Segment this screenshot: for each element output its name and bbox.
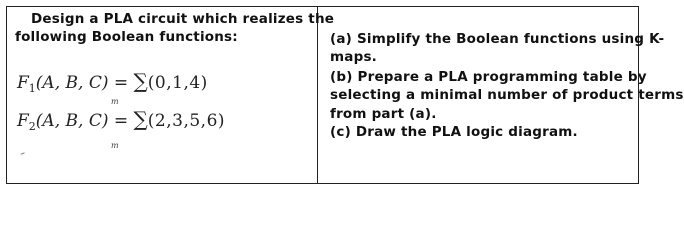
instruction-line-3: (b) Prepare a PLA programming table by (330, 69, 647, 85)
instruction-line-5: from part (a). (330, 106, 437, 122)
f2-vars: (A, B, C) = (35, 111, 134, 131)
stray-mark (21, 152, 26, 156)
question-table (6, 6, 684, 184)
functions-cell (7, 7, 335, 183)
instruction-line-2: maps. (330, 49, 378, 65)
f2-sigma-symbol: ∑ (133, 107, 148, 131)
f1-name: F (17, 73, 29, 93)
f2-minterms: (2,3,5,6) (147, 111, 226, 131)
f1-sigma-symbol: ∑ (133, 69, 148, 93)
f2-name: F (17, 111, 29, 131)
f1-vars: (A, B, C) = (35, 73, 134, 93)
function-f1-equation (17, 69, 208, 95)
instruction-line-6: (c) Draw the PLA logic diagram. (330, 124, 578, 140)
f1-sigma-subscript: m (111, 97, 119, 106)
f2-sigma-subscript: m (111, 141, 119, 150)
instruction-line-1: (a) Simplify the Boolean functions using K- (330, 31, 665, 47)
f1-index: 1 (28, 82, 36, 95)
f1-minterms: (0,1,4) (147, 73, 208, 93)
task-statement-line-1: Design a PLA circuit which realizes the (31, 11, 335, 27)
f2-index: 2 (28, 120, 36, 133)
task-statement-line-2: following Boolean functions: (15, 29, 238, 45)
function-f2-equation (17, 107, 225, 133)
instruction-line-4: selecting a minimal number of product terms (330, 87, 684, 103)
instructions-cell (318, 7, 684, 183)
